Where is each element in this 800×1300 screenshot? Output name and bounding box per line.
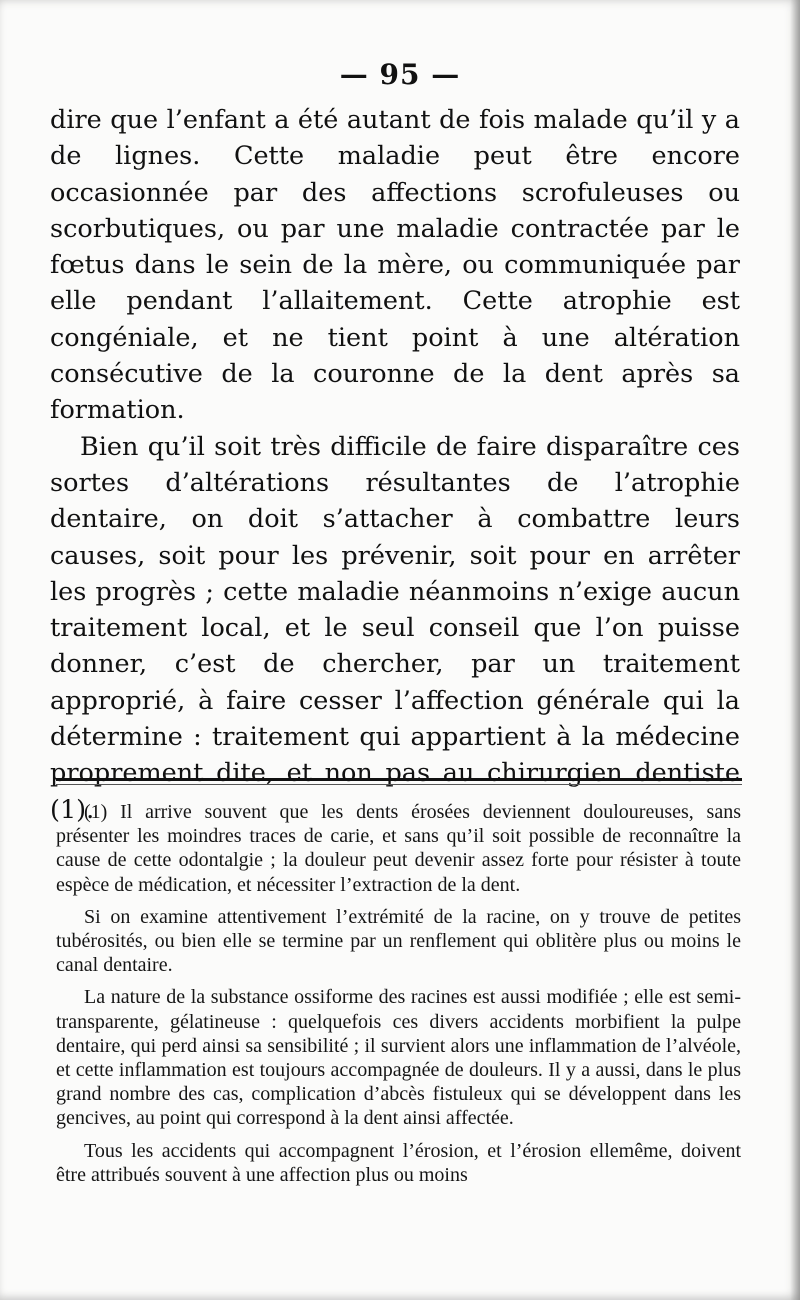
footnote-separator-thin <box>56 784 742 785</box>
page-edge-shadow <box>790 0 800 1300</box>
footnote-paragraph-3: La nature de la substance ossiforme des racines est aussi modifiée ; elle est semi-transparente, gélatineuse : quelquefois ces divers accidents morbifient la pulpe dentaire, qui perd ainsi sa sensibilité ; il survient alors une inflammation de l’alvéole, et cette inflammation est toujours accompagnée de douleurs. Il y a aussi, dans le plus grand nombre des cas, complication d’abcès fistuleux qui se développent dans les gencives, au point qui correspond à la dent ainsi affectée. <box>56 986 741 1130</box>
footnote-paragraph-1: (1) Il arrive souvent que les dents érosées deviennent douloureuses, sans présenter les moindres traces de carie, et sans qu’il soit possible de reconnaître la cause de cette odontalgie ; la douleur peut devenir assez forte pour résister à toute espèce de médication, et nécessiter l’extraction de la dent. <box>56 801 741 896</box>
main-text <box>50 102 740 828</box>
footnotes <box>56 800 741 1195</box>
main-paragraph-1: dire que l’enfant a été autant de fois malade qu’il y a de lignes. Cette maladie peut être encore occasionnée par des affections scrofuleuses ou scorbutiques, ou par une maladie contractée par le fœtus dans le sein de la mère, ou communiquée par elle pendant l’allaitement. Cette atrophie est congéniale, et ne tient point à une altération consécutive de la couronne de la dent après sa formation. <box>50 105 740 426</box>
main-paragraph-2: Bien qu’il soit très difficile de faire disparaître ces sortes d’altérations résultantes de l’atrophie dentaire, on doit s’attacher à combattre leurs causes, soit pour les prévenir, soit pour en arrêter les progrès ; cette maladie néanmoins n’exige aucun traitement local, et le seul conseil que l’on puisse donner, c’est de chercher, par un traitement approprié, à faire cesser l’affection générale qui la détermine : traitement qui appartient à la médecine proprement dite, et non pas au chirurgien dentiste (1). <box>50 431 740 825</box>
page-number: — 95 — <box>339 58 461 91</box>
footnote-paragraph-2: Si on examine attentivement l’extrémité de la racine, on y trouve de petites tubérosités, ou bien elle se termine par un renflement qui oblitère plus ou moins le canal dentaire. <box>56 905 741 977</box>
footnote-separator <box>56 778 742 781</box>
footnote-paragraph-4: Tous les accidents qui accompagnent l’érosion, et l’érosion ellemême, doivent être attribués souvent à une affection plus ou moins <box>56 1139 741 1186</box>
